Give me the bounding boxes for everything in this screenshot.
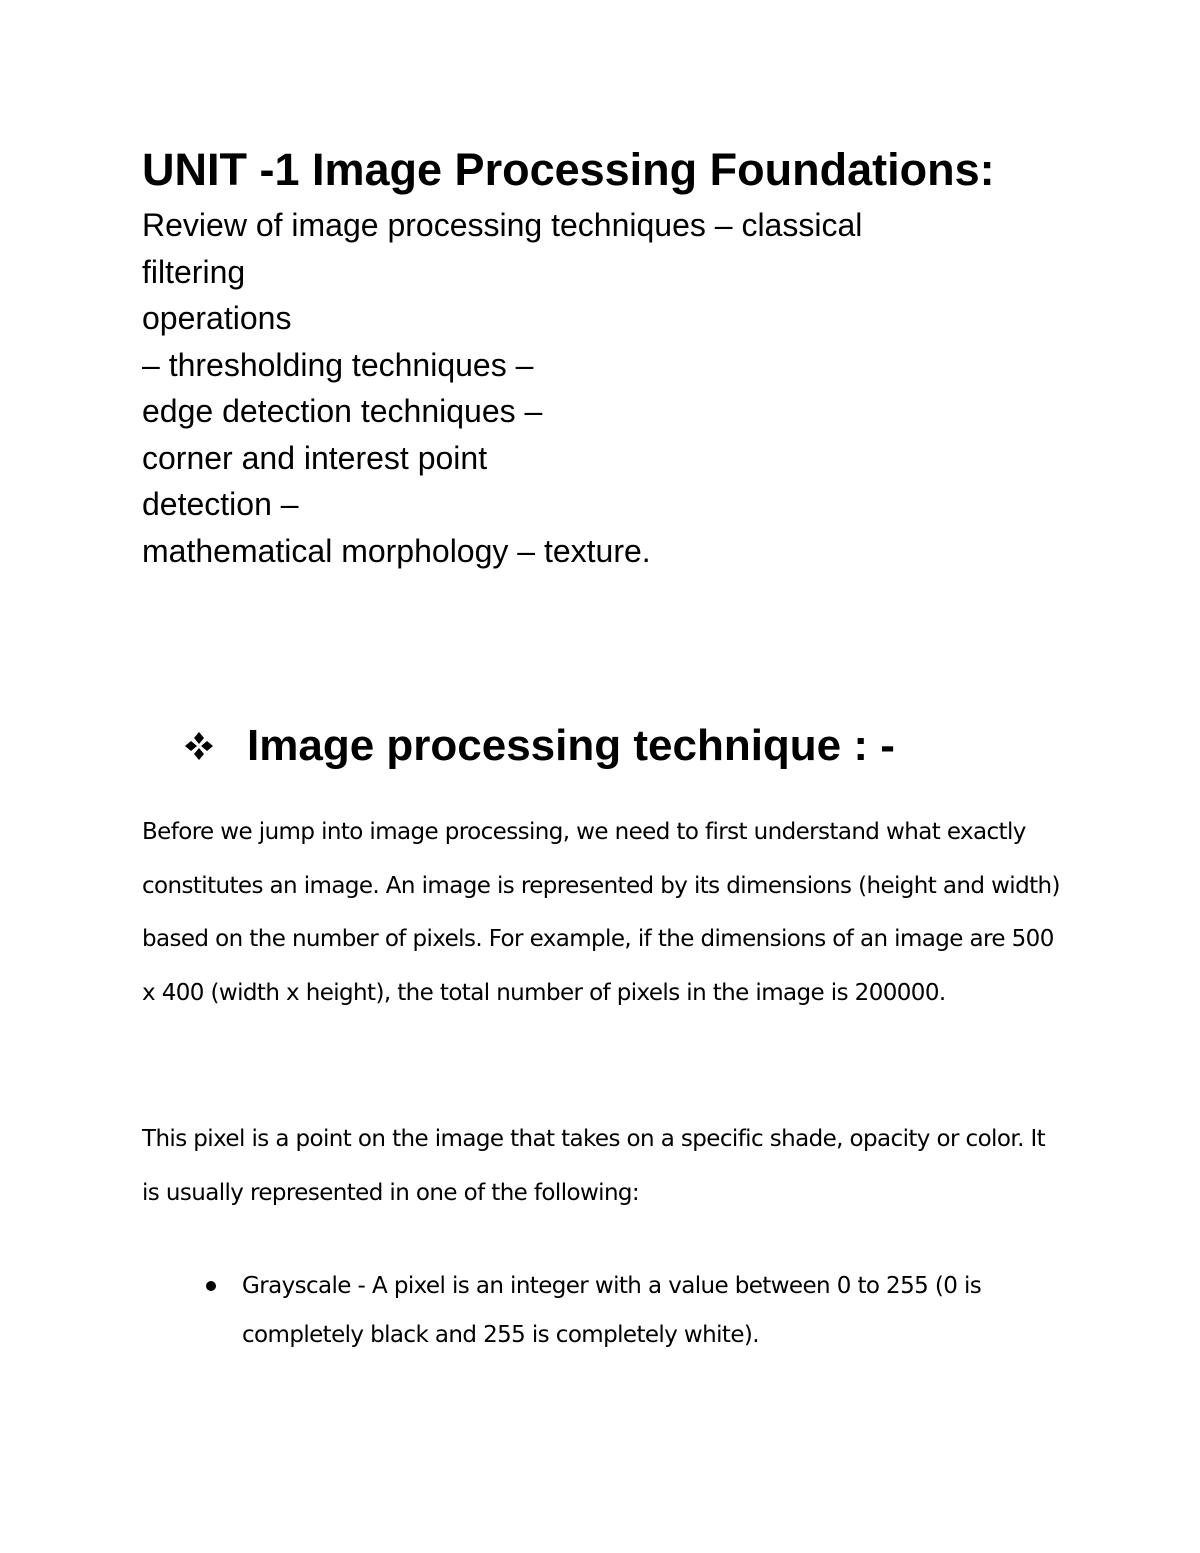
list-item	[200, 1262, 1060, 1360]
topic-line: mathematical morphology – texture.	[142, 532, 651, 569]
topic-line: Review of image processing techniques – classical	[142, 207, 863, 243]
topic-line: operations	[142, 300, 292, 336]
topic-line: corner and interest point	[142, 439, 488, 476]
section-heading-text: Image processing technique : -	[247, 721, 895, 770]
paragraph-pixel-definition: This pixel is a point on the image that takes on a specific shade, opacity or color. It is usually represented in one of the following:	[142, 1126, 1046, 1206]
list-item-text: Grayscale - A pixel is an integer with a value between 0 to 255 (0 is completely black and 255 is completely white).	[242, 1273, 982, 1348]
bullet-dot-icon	[206, 1281, 216, 1291]
bullet-list	[200, 1262, 1060, 1360]
topic-line: – thresholding techniques –	[142, 346, 534, 383]
topic-list	[142, 202, 862, 574]
diamond-bullet-icon	[184, 731, 214, 761]
topic-line: edge detection techniques –	[142, 393, 543, 429]
topic-line: filtering	[142, 253, 246, 290]
section-heading	[184, 715, 895, 777]
topic-line: detection –	[142, 486, 299, 522]
unit-title: UNIT -1 Image Processing Foundations:	[142, 144, 995, 195]
paragraph-image-definition: Before we jump into image processing, we need to first understand what exactly constitutes an image. An image is represented by its dimensions (height and width) based on the number of pixels. For example, if the dimensions of an image are 500 x 400 (width x height), the total number of pixels in the image is 200000.	[142, 819, 1060, 1006]
